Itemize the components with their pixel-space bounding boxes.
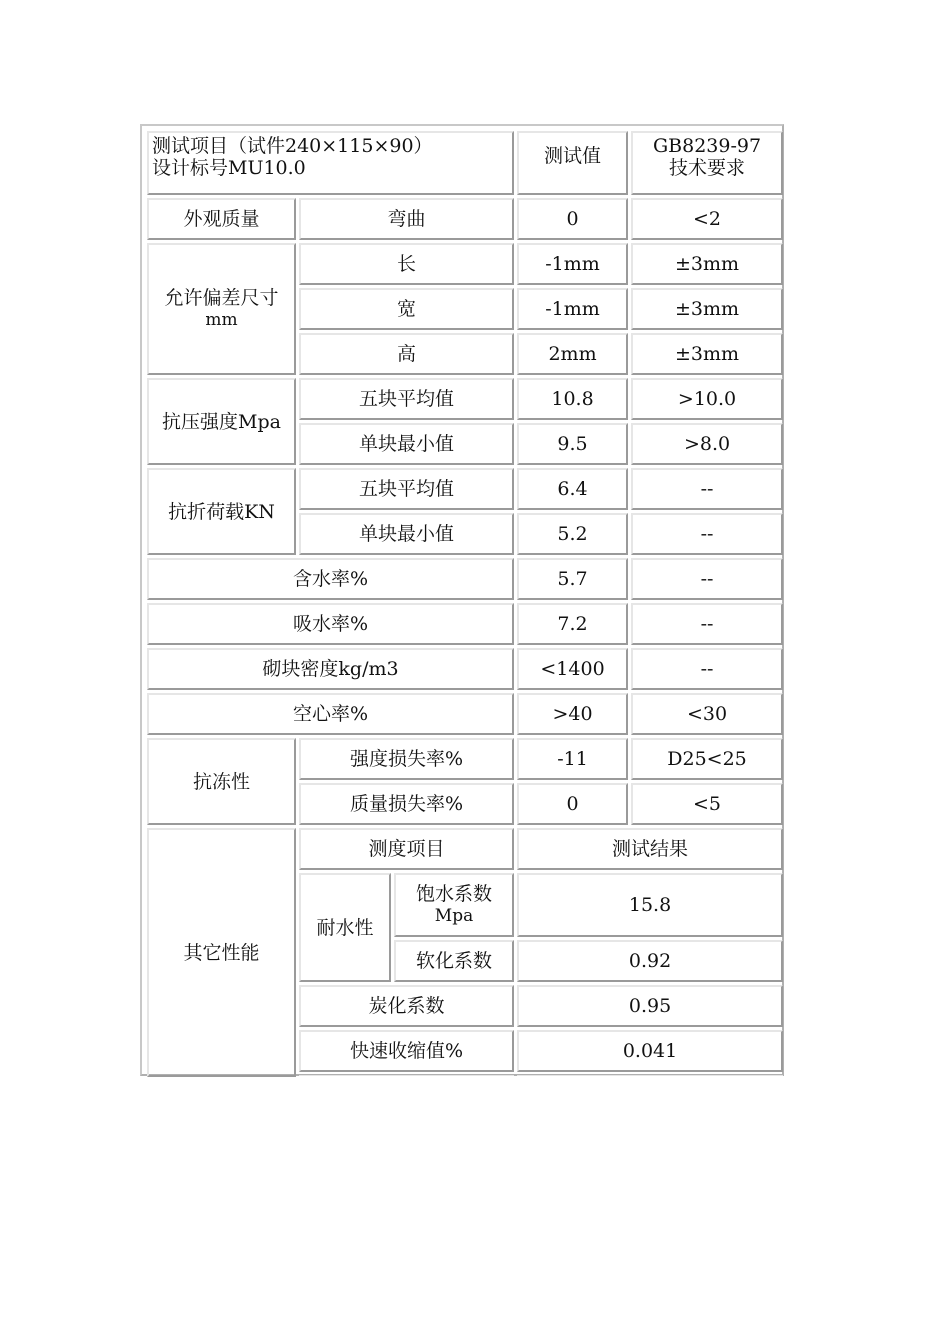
compressive-label: 抗压强度Mpa — [147, 378, 296, 465]
header-item-line2: 设计标号MU10.0 — [152, 157, 306, 179]
other-label: 其它性能 — [147, 828, 296, 1077]
deviation-sub: 宽 — [299, 288, 514, 330]
compressive-value: 10.8 — [517, 378, 628, 420]
other-head-item: 测度项目 — [299, 828, 514, 870]
deviation-label-line1: 允许偏差尺寸 — [164, 287, 279, 309]
frost-sub: 强度损失率% — [299, 738, 514, 780]
appearance-sub: 弯曲 — [299, 198, 514, 240]
table-row — [147, 558, 783, 600]
header-standard-line2: 技术要求 — [669, 157, 746, 179]
flexural-sub: 五块平均值 — [299, 468, 514, 510]
simple-label: 砌块密度kg/m3 — [147, 648, 514, 690]
compressive-value: 9.5 — [517, 423, 628, 465]
table-row — [147, 828, 783, 870]
deviation-req: ±3mm — [631, 288, 783, 330]
flexural-sub: 单块最小值 — [299, 513, 514, 555]
table-row — [147, 468, 783, 510]
header-test-value: 测试值 — [517, 131, 628, 195]
deviation-label-line2: mm — [205, 310, 238, 330]
simple-label: 含水率% — [147, 558, 514, 600]
flexural-value: 6.4 — [517, 468, 628, 510]
compressive-req: >10.0 — [631, 378, 783, 420]
table-row — [147, 378, 783, 420]
table-row — [147, 198, 783, 240]
shrinkage-label: 快速收缩值% — [299, 1030, 514, 1072]
carbonation-label: 炭化系数 — [299, 985, 514, 1027]
header-standard-line1: GB8239-97 — [652, 135, 762, 157]
deviation-req: ±3mm — [631, 243, 783, 285]
simple-label: 吸水率% — [147, 603, 514, 645]
deviation-sub: 高 — [299, 333, 514, 375]
frost-value: -11 — [517, 738, 628, 780]
deviation-value: 2mm — [517, 333, 628, 375]
flexural-req: -- — [631, 513, 783, 555]
simple-req: -- — [631, 558, 783, 600]
other-head-result: 测试结果 — [517, 828, 783, 870]
frost-label: 抗冻性 — [147, 738, 296, 825]
compressive-req: >8.0 — [631, 423, 783, 465]
table-row — [147, 693, 783, 735]
results-table — [144, 128, 786, 1080]
softening-value: 0.92 — [517, 940, 783, 982]
frost-sub: 质量损失率% — [299, 783, 514, 825]
deviation-sub: 长 — [299, 243, 514, 285]
deviation-label-cell — [147, 243, 296, 375]
simple-req: -- — [631, 603, 783, 645]
simple-req: -- — [631, 648, 783, 690]
simple-value: >40 — [517, 693, 628, 735]
spacer-cell — [299, 1075, 514, 1077]
carbonation-value: 0.95 — [517, 985, 783, 1027]
frost-req: D25<25 — [631, 738, 783, 780]
table-row — [147, 603, 783, 645]
flexural-req: -- — [631, 468, 783, 510]
softening-label: 软化系数 — [394, 940, 514, 982]
results-table-frame — [140, 124, 784, 1076]
flexural-label: 抗折荷载KN — [147, 468, 296, 555]
deviation-value: -1mm — [517, 243, 628, 285]
simple-value: 7.2 — [517, 603, 628, 645]
appearance-label: 外观质量 — [147, 198, 296, 240]
frost-req: <5 — [631, 783, 783, 825]
saturation-label-line1: 饱水系数 — [416, 883, 493, 905]
header-row — [147, 131, 783, 195]
shrinkage-value: 0.041 — [517, 1030, 783, 1072]
deviation-req: ±3mm — [631, 333, 783, 375]
appearance-value: 0 — [517, 198, 628, 240]
deviation-value: -1mm — [517, 288, 628, 330]
table-row — [147, 738, 783, 780]
table-row — [147, 243, 783, 285]
simple-req: <30 — [631, 693, 783, 735]
header-item-line1: 测试项目（试件240×115×90） — [152, 135, 433, 157]
simple-value: <1400 — [517, 648, 628, 690]
header-standard-cell — [631, 131, 783, 195]
flexural-value: 5.2 — [517, 513, 628, 555]
table-row — [147, 648, 783, 690]
water-resistance-label: 耐水性 — [299, 873, 391, 982]
appearance-req: <2 — [631, 198, 783, 240]
spacer-cell — [517, 1075, 783, 1077]
saturation-label-line2: Mpa — [434, 906, 474, 926]
saturation-label-cell — [394, 873, 514, 937]
compressive-sub: 五块平均值 — [299, 378, 514, 420]
simple-value: 5.7 — [517, 558, 628, 600]
header-item-cell — [147, 131, 514, 195]
simple-label: 空心率% — [147, 693, 514, 735]
compressive-sub: 单块最小值 — [299, 423, 514, 465]
frost-value: 0 — [517, 783, 628, 825]
saturation-value: 15.8 — [517, 873, 783, 937]
